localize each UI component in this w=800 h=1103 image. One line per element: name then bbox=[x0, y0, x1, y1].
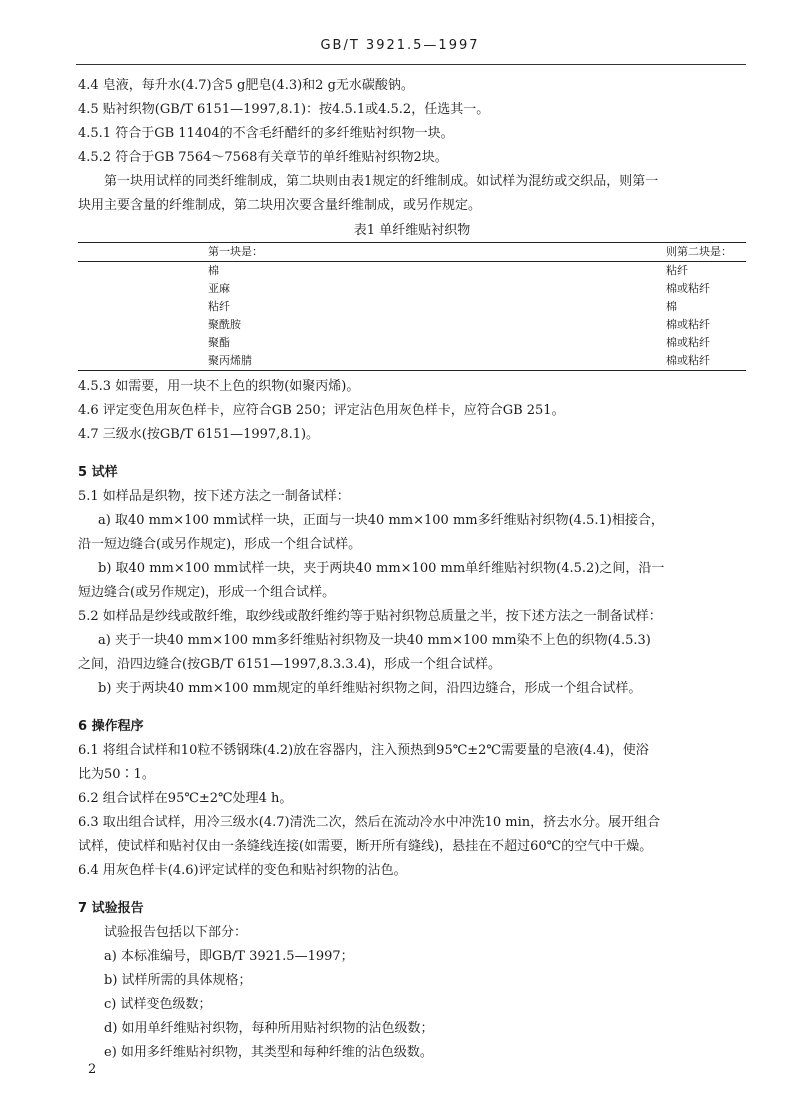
table-row bbox=[78, 280, 746, 298]
text-line: 6.3 取出组合试样，用冷三级水(4.7)清洗二次，然后在流动冷水中冲洗10 min，挤去水分。展开组合 bbox=[78, 815, 661, 830]
page-number: 2 bbox=[88, 1062, 97, 1077]
clause-5 bbox=[78, 485, 746, 701]
text-line: b) 夹于两块40 mm×100 mm规定的单纤维贴衬织物之间，沿四边缝合，形成一个组合试样。 bbox=[98, 681, 642, 696]
text-line: 试验报告包括以下部分： bbox=[104, 925, 248, 940]
table-row bbox=[78, 334, 746, 352]
table-cell-first-fibre: 聚酯 bbox=[208, 336, 230, 349]
text-line: 试样，使试样和贴衬仅由一条缝线连接(如需要，断开所有缝线)，悬挂在不超过60℃的空气中干燥。 bbox=[78, 839, 653, 854]
text-line: 4.4 皂液，每升水(4.7)含5 g肥皂(4.3)和2 g无水碳酸钠。 bbox=[78, 78, 414, 93]
table-cell-second-fibre: 棉或粘纤 bbox=[666, 336, 710, 349]
text-line: 5.1 如样品是织物，按下述方法之一制备试样： bbox=[78, 489, 350, 504]
text-line: 块用主要含量的纤维制成，第二块用次要含量纤维制成，或另作规定。 bbox=[78, 198, 482, 213]
table-cell-first-fibre: 棉 bbox=[208, 264, 219, 277]
text-line: 沿一短边缝合(或另作规定)，形成一个组合试样。 bbox=[78, 537, 362, 552]
text-line: c) 试样变色级数； bbox=[104, 997, 212, 1012]
text-line: d) 如用单纤维贴衬织物，每种所用贴衬织物的沾色级数； bbox=[104, 1021, 434, 1036]
section-heading-6: 6 操作程序 bbox=[78, 719, 144, 734]
text-line: 第一块用试样的同类纤维制成，第二块则由表1规定的纤维制成。如试样为混纺或交织品，则第一 bbox=[104, 174, 659, 189]
body-content bbox=[78, 74, 746, 1065]
text-line: 4.7 三级水(按GB/T 6151—1997,8.1)。 bbox=[78, 427, 320, 442]
table-row bbox=[78, 352, 746, 371]
text-line: a) 夹于一块40 mm×100 mm多纤维贴衬织物及一块40 mm×100 mm染不上色的织物(4.5.3) bbox=[98, 633, 651, 648]
clause-4-5-3-to-4-7 bbox=[78, 375, 746, 447]
text-line: 4.5.1 符合于GB 11404的不含毛纤醋纤的多纤维贴衬织物一块。 bbox=[78, 126, 454, 141]
table-cell-second-fibre: 棉 bbox=[666, 300, 677, 313]
text-line: b) 取40 mm×100 mm试样一块，夹于两块40 mm×100 mm单纤维贴衬织物(4.5.2)之间，沿一 bbox=[98, 561, 665, 576]
table-cell-second-fibre: 棉或粘纤 bbox=[666, 318, 710, 331]
text-line: b) 试样所需的具体规格； bbox=[104, 973, 252, 988]
text-line: 5.2 如样品是纱线或散纤维，取纱线或散纤维约等于贴衬织物总质量之半，按下述方法之一制备试样： bbox=[78, 609, 662, 624]
table-row bbox=[78, 316, 746, 334]
clause-4-4-to-4-5-2 bbox=[78, 74, 746, 218]
header-rule bbox=[76, 64, 746, 65]
table-header-second: 则第二块是： bbox=[538, 243, 746, 262]
page-header: GB/T 3921.5—1997 bbox=[320, 38, 480, 53]
text-line: a) 取40 mm×100 mm试样一块，正面与一块40 mm×100 mm多纤维贴衬织物(4.5.1)相接合， bbox=[98, 513, 664, 528]
text-line: 4.5 贴衬织物(GB/T 6151—1997,8.1)：按4.5.1或4.5.2，任选其一。 bbox=[78, 102, 490, 117]
table-cell-second-fibre: 棉或粘纤 bbox=[666, 282, 710, 295]
text-line: 短边缝合(或另作规定)，形成一个组合试样。 bbox=[78, 585, 336, 600]
text-line: 6.1 将组合试样和10粒不锈钢珠(4.2)放在容器内，注入预热到95℃±2℃需要量的皂液(4.4)，使浴 bbox=[78, 743, 649, 758]
table-cell-first-fibre: 聚丙烯腈 bbox=[78, 352, 538, 371]
table-cell-first-fibre: 亚麻 bbox=[208, 282, 230, 295]
clause-6 bbox=[78, 739, 746, 883]
table-cell-second-fibre: 粘纤 bbox=[666, 264, 688, 277]
table-body bbox=[78, 262, 746, 371]
section-heading-5: 5 试样 bbox=[78, 465, 118, 480]
text-line: 4.5.2 符合于GB 7564～7568有关章节的单纤维贴衬织物2块。 bbox=[78, 150, 448, 165]
table-cell-first-fibre: 聚酰胺 bbox=[208, 318, 241, 331]
text-line: 4.6 评定变色用灰色样卡，应符合GB 250；评定沾色用灰色样卡，应符合GB 251。 bbox=[78, 403, 565, 418]
table-caption: 表1 单纤维贴衬织物 bbox=[353, 223, 471, 238]
text-line: e) 如用多纤维贴衬织物，其类型和每种纤维的沾色级数。 bbox=[104, 1045, 433, 1060]
table-cell-first-fibre: 粘纤 bbox=[208, 300, 230, 313]
table-row bbox=[78, 262, 746, 281]
text-line: 4.5.3 如需要，用一块不上色的织物(如聚丙烯)。 bbox=[78, 379, 360, 394]
table-cell-second-fibre: 棉或粘纤 bbox=[538, 352, 746, 371]
text-line: a) 本标准编号，即GB/T 3921.5—1997； bbox=[104, 949, 354, 964]
table-header-row bbox=[78, 243, 746, 262]
text-line: 6.2 组合试样在95℃±2℃处理4 h。 bbox=[78, 791, 293, 806]
text-line: 6.4 用灰色样卡(4.6)评定试样的变色和贴衬织物的沾色。 bbox=[78, 863, 407, 878]
section-heading-7: 7 试验报告 bbox=[78, 901, 144, 916]
text-line: 比为50∶1。 bbox=[78, 767, 155, 782]
clause-7 bbox=[78, 921, 746, 1065]
table-row bbox=[78, 298, 746, 316]
text-line: 之间，沿四边缝合(按GB/T 6151—1997,8.3.3.4)，形成一个组合试样。 bbox=[78, 657, 502, 672]
table-header-first: 第一块是： bbox=[78, 243, 538, 262]
single-fibre-table bbox=[78, 242, 746, 371]
